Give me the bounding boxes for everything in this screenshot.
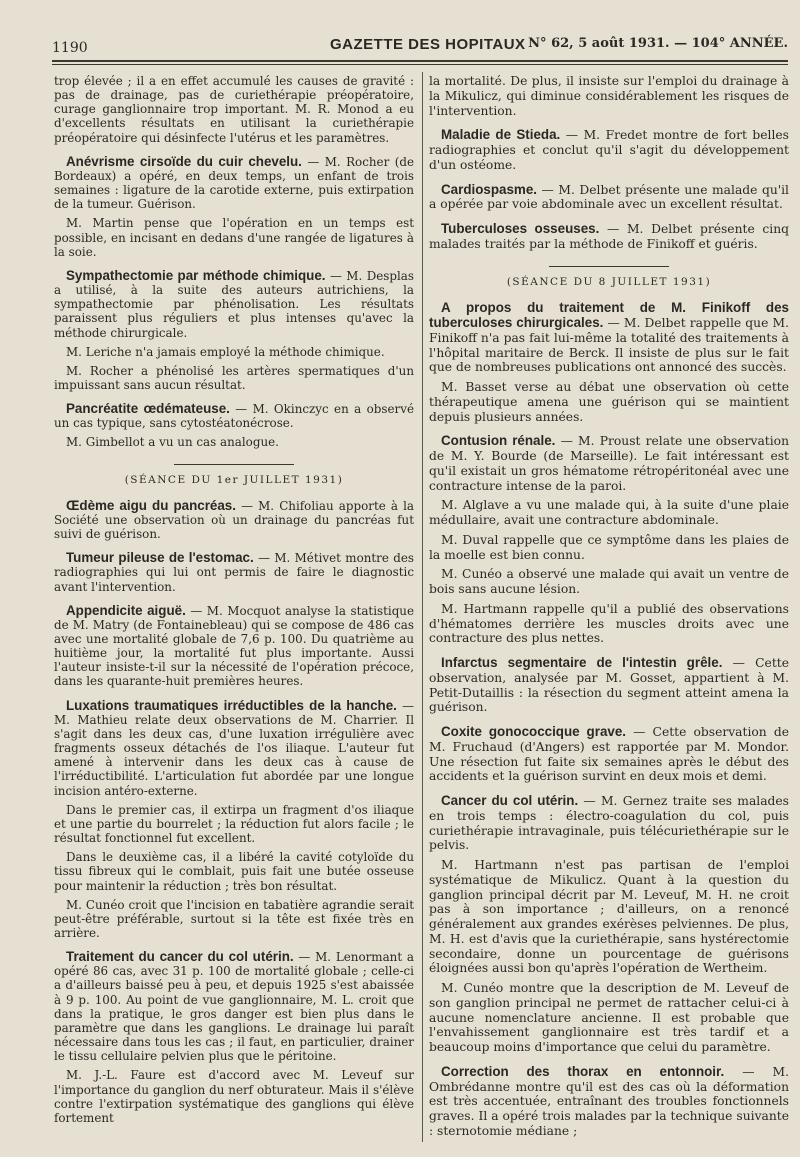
- paragraph-text: — M. Mocquot analyse la statistique de M. Matry (de Fontainebleau) qui se compose de 486 cas avec une mortalité globale de 7,6 p. 100. Du quatrième au huitième jour, la mortalité fut plus importante. Aussi l'auteur insiste-t-il sur la nécessité de l'opération précoce, dans les quarante-huit premières heures.: [54, 603, 415, 689]
- left-column: [54, 74, 414, 1130]
- paragraph-text: — Cette observation de M. Fruchaud (d'Angers) est rapportée par M. Mondor. Une résection fut faite six semaines après le début des accidents et la guérison survint en deux mois et demi.: [429, 725, 789, 784]
- paragraph-text: M. Martin pense que l'opération en un temps est possible, en incisant en dedans d'une rangée de ligatures à la soie.: [54, 216, 414, 259]
- article-paragraph: [54, 155, 414, 212]
- paragraph-text: — M. Delbet rappelle que M. Finikoff n'a pas fait lui-même la totalité des traitements à l'hôpital maritaire de Berck. Il insiste de plus sur le fait que de nombreuses publications ont annoncé des succès.: [429, 316, 789, 375]
- paragraph-text: M. Cunéo a observé une malade qui avait un ventre de bois sans aucune lésion.: [429, 567, 789, 596]
- body-paragraph: [54, 435, 414, 449]
- body-paragraph: [54, 850, 414, 892]
- paragraph-text: M. Duval rappelle que ce symptôme dans les plaies de la moelle est bien connu.: [429, 532, 789, 562]
- article-paragraph: [54, 551, 414, 593]
- header-rule-thin: [52, 64, 788, 65]
- paragraph-text: M. Basset verse au débat une observation où cette thérapeutique amena une guérison qui se maintient depuis plusieurs années.: [429, 380, 789, 424]
- body-paragraph: [54, 74, 414, 145]
- paragraph-text: Dans le deuxième cas, il a libéré la cavité cotyloïde du tissu fibreux qui le comblait, puis fait une butée osseuse pour maintenir la réduction ; très bon résultat.: [54, 850, 414, 893]
- body-paragraph: [429, 981, 789, 1055]
- article-paragraph: [54, 402, 414, 430]
- paragraph-text: M. Leriche n'a jamais employé la méthode chimique.: [66, 344, 385, 359]
- body-paragraph: [429, 74, 789, 118]
- article-paragraph: [54, 269, 414, 340]
- body-paragraph: [429, 498, 789, 528]
- header-rule: [52, 60, 788, 62]
- paragraph-text: — M. Delbet présente cinq malades traités par la méthode de Finikoff et guéris.: [429, 222, 789, 251]
- paragraph-text: M. Hartmann rappelle qu'il a publié des observations d'hématomes derrière les muscles droits avec une contracture des plus nettes.: [429, 601, 789, 646]
- paragraph-text: — M. Okinczyc en a observé un cas typique, sans cytostéatonécrose.: [54, 402, 414, 431]
- article-paragraph: [54, 604, 414, 689]
- article-heading: Tuberculoses osseuses.: [441, 221, 600, 236]
- paragraph-text: — M. Rocher (de Bordeaux) a opéré, en deux temps, un enfant de trois semaines : ligature de la carotide externe, puis extirpation de la tumeur. Guérison.: [54, 154, 414, 212]
- body-paragraph: [54, 216, 414, 258]
- paragraph-text: M. Rocher a phénolisé les artères spermatiques d'un impuissant sans aucun résultat.: [54, 363, 414, 392]
- paragraph-text: la mortalité. De plus, il insiste sur l'emploi du drainage à la Mikulicz, qui diminue considérablement les risques de l'intervention.: [429, 74, 789, 118]
- body-paragraph: [429, 858, 789, 976]
- article-paragraph: [429, 222, 789, 252]
- paragraph-text: — M. Delbet présente une malade qu'il a opérée par voie abdominale avec un excellent résultat.: [429, 182, 789, 212]
- article-heading: Infarctus segmentaire de l'intestin grêle.: [441, 655, 723, 670]
- paragraph-text: — M. Desplas a utilisé, à la suite des auteurs autrichiens, la sympathectomie par phénolisation. Les résultats paraissent plus réguliers et plus intenses qu'avec la méthode chirurgicale.: [54, 268, 414, 340]
- issue-info: N° 62, 5 août 1931. — 104° ANNÉE.: [528, 36, 788, 51]
- paragraph-text: — M. Lenormant a opéré 86 cas, avec 31 p. 100 de mortalité globale ; celle-ci a d'ailleurs baissé peu à peu, et depuis 1925 s'est abaissée à 9 p. 100. Au point de vue ganglionnaire, M. L. croit que dans la pratique, le gros danger est bien plus dans le paramètre que dans les ganglions. Le drainage lui paraît nécessaire dans tous les cas ; il faut, en particulier, drainer le tissu cellulaire pelvien plus que le péritoine.: [54, 950, 414, 1064]
- paragraph-text: — M. Métivet montre des radiographies qui lui ont permis de faire le diagnostic avant l'intervention.: [54, 551, 414, 594]
- article-heading: Pancréatite œdémateuse.: [66, 401, 230, 417]
- paragraph-text: trop élevée ; il a en effet accumulé les causes de gravité : pas de drainage, pas de curiethérapie préopératoire, curage ganglionnaire trop important. M. R. Monod a eu d'excellents résultats en utilisant la curiethérapie préopératoire qui désinfecte l'utérus et les paramètres.: [54, 74, 414, 145]
- body-paragraph: [54, 898, 414, 940]
- article-heading: Anévrisme cirsoïde du cuir chevelu.: [66, 153, 302, 169]
- body-paragraph: [54, 803, 414, 845]
- article-heading: Cancer du col utérin.: [441, 793, 579, 808]
- article-paragraph: [54, 499, 414, 541]
- page-header: [52, 34, 788, 56]
- column-divider: [422, 72, 423, 1142]
- section-rule: [174, 464, 294, 465]
- paragraph-text: M. Gimbellot a vu un cas analogue.: [66, 435, 279, 450]
- article-heading: Tumeur pileuse de l'estomac.: [66, 550, 254, 566]
- paragraph-text: — M. Proust relate une observation de M. Y. Bourde (de Marseille). Le fait intéressant est qu'il existait un gros hématome rétropéritonéal avec une contracture intense de la paroi.: [429, 434, 789, 493]
- paragraph-text: — M. Ombrédanne montre qu'il est des cas où la déformation est très accentuée, entraînant des troubles fonctionnels graves. Il a opéré trois malades par la technique suivante : sternotomie médiane ;: [429, 1064, 789, 1138]
- body-paragraph: [429, 602, 789, 646]
- right-column: [429, 74, 789, 1144]
- article-heading: Correction des thorax en entonnoir.: [441, 1063, 725, 1079]
- article-paragraph: [429, 794, 789, 853]
- article-heading: Cardiospasme.: [441, 181, 538, 197]
- body-paragraph: [429, 567, 789, 597]
- article-paragraph: [429, 183, 789, 213]
- paragraph-text: M. Cunéo montre que la description de M. Leveuf de son ganglion principal ne permet de rattacher celui-ci à aucune nomenclature ancienne. Il est probable que l'envahissement ganglionnaire est très tardif et a beaucoup moins d'importance que celui du paramètre.: [429, 981, 789, 1054]
- article-heading: Coxite gonococcique grave.: [441, 724, 626, 739]
- paragraph-text: — Cette observation, analysée par M. Gosset, appartient à M. Petit-Dutaillis : la résection du segment atteint amena la guérison.: [429, 656, 789, 715]
- journal-title: GAZETTE DES HOPITAUX: [330, 36, 526, 53]
- section-rule: [549, 266, 669, 267]
- paragraph-text: — M. Chifoliau apporte à la Société une observation où un drainage du pancréas fut suivi de guérison.: [54, 498, 414, 542]
- article-paragraph: [429, 1065, 789, 1139]
- paragraph-text: M. J.-L. Faure est d'accord avec M. Leveuf sur l'importance du ganglion du nerf obturateur. Mais il s'élève contre l'extirpation systématique des ganglions qui élève fortement: [54, 1068, 414, 1125]
- article-heading: Luxations traumatiques irréductibles de la hanche.: [66, 697, 397, 713]
- body-paragraph: [429, 533, 789, 563]
- page-number: 1190: [52, 40, 88, 56]
- body-paragraph: [54, 364, 414, 392]
- body-paragraph: [429, 380, 789, 424]
- paragraph-text: — M. Gernez traite ses malades en trois temps : électro-coagulation du col, puis curiethérapie intravaginale, puis télécuriethérapie sur le pelvis.: [429, 794, 789, 853]
- paragraph-text: — M. Fredet montre de fort belles radiographies et conclut qu'il s'agit du développement d'un ostéome.: [429, 128, 789, 172]
- article-heading: Œdème aigu du pancréas.: [66, 497, 236, 513]
- article-paragraph: [429, 434, 789, 493]
- article-heading: A propos du traitement de M. Finikoff des tuberculoses chirurgicales.: [429, 300, 789, 330]
- article-paragraph: [429, 128, 789, 172]
- paragraph-text: Dans le premier cas, il extirpa un fragment d'os iliaque et une partie du bourrelet ; la réduction fut alors facile ; le résultat fonctionnel fut excellent.: [54, 802, 414, 846]
- article-paragraph: [54, 699, 414, 798]
- article-paragraph: [429, 725, 789, 784]
- article-paragraph: [54, 950, 414, 1063]
- article-heading: Traitement du cancer du col utérin.: [66, 949, 294, 965]
- body-paragraph: [54, 1068, 414, 1125]
- article-heading: Maladie de Stieda.: [441, 127, 561, 143]
- paragraph-text: M. Hartmann n'est pas partisan de l'emploi systématique de Mikulicz. Quant à la question du ganglion principal décrit par M. Leveuf, M. H. ne croit pas à son importance ; d'ailleurs, on a renoncé généralement aux grandes exérèses pelviennes. De plus, M. H. est d'avis que la curiethérapie, sans hystérectomie secondaire, donne un pourcentage de guérisons éloignées aussi bon qu'après l'opération de Wertheim.: [429, 858, 789, 976]
- paragraph-text: M. Alglave a vu une malade qui, à la suite d'une plaie médullaire, avait une contracture abdominale.: [429, 498, 789, 527]
- article-heading: Sympathectomie par méthode chimique.: [66, 267, 326, 283]
- article-heading: Contusion rénale.: [441, 433, 556, 449]
- paragraph-text: — M. Mathieu relate deux observations de M. Charrier. Il s'agit dans les deux cas, d'une luxation irrégulière avec fragments osseux détachés de l'os iliaque. L'auteur fut amené à intervenir dans les deux cas à cause de l'irréductibilité. L'articulation fut abordée par une longue incision antéro-externe.: [54, 698, 414, 798]
- body-paragraph: [54, 345, 414, 359]
- session-heading: (SÉANCE DU 1er JUILLET 1931): [124, 473, 344, 486]
- article-paragraph: [429, 301, 789, 375]
- article-heading: Appendicite aiguë.: [66, 602, 186, 618]
- session-heading: (SÉANCE DU 8 JUILLET 1931): [506, 275, 712, 288]
- paragraph-text: M. Cunéo croit que l'incision en tabatière agrandie serait peut-être préférable, surtout si la tête est fixée très en arrière.: [54, 897, 414, 940]
- article-paragraph: [429, 656, 789, 715]
